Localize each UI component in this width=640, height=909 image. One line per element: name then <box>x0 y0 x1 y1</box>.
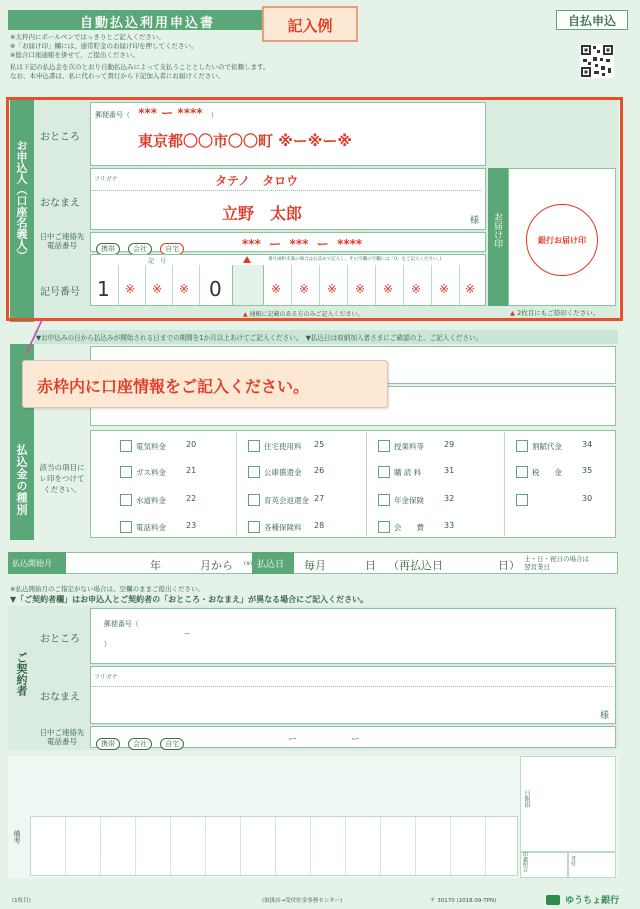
contractor-phone-option-home[interactable]: 自宅 <box>160 738 184 750</box>
check-stamp-label: 印鑑照合 <box>522 852 528 872</box>
kigou-header: 記 号 <box>148 258 167 265</box>
postal-value: *** ー **** <box>138 106 203 120</box>
payment-type-label: 購 読 料 <box>394 468 422 477</box>
bangou-digit: ※ <box>465 282 476 296</box>
payment-type-checkbox[interactable] <box>378 521 390 533</box>
payday-day: 日 <box>365 559 376 572</box>
start-month-sub: (※) <box>244 561 253 567</box>
postal-suffix: ） <box>210 111 218 119</box>
date-stamp-field <box>520 756 616 852</box>
payment-type-checkbox[interactable] <box>120 440 132 452</box>
payment-type-code: 34 <box>582 440 593 449</box>
payment-type-code: 31 <box>444 466 455 475</box>
address-value: 東京都〇〇市〇〇町 ※ー※ー※ <box>138 132 352 150</box>
payment-type-code: 21 <box>186 466 197 475</box>
bangou-digit: ※ <box>299 282 310 296</box>
period-note: ▼お申込みの日から払込みが開始される日までの期間を1か月以上あけてご記入ください。 ▼払込日は収納加入者さまにご確認の上、ご記入ください。 <box>36 334 483 342</box>
contractor-postal-line <box>95 611 251 657</box>
warning-text: 通帳に記載のある方のみご記入ください。 <box>249 311 364 318</box>
contractor-furigana-label: フリガナ <box>94 674 118 681</box>
name-label: おなまえ <box>40 198 80 209</box>
payment-type-checkbox[interactable] <box>248 466 260 478</box>
payment-type-checkbox[interactable] <box>120 521 132 533</box>
repay-label: （再払込日 <box>388 559 443 572</box>
biko-label: 備考 <box>13 830 21 844</box>
biko-column-divider <box>415 817 416 875</box>
contractor-postal-suffix: ） <box>103 640 111 648</box>
callout-text: 赤枠内に口座情報をご記入ください。 <box>37 377 310 396</box>
instruction-line: 該当の項目に <box>39 463 85 472</box>
payment-type-label: 年金保険 <box>394 496 424 505</box>
contractor-sama: 様 <box>600 711 610 721</box>
payment-type-label: 育英会返還金 <box>264 496 309 505</box>
contractor-phone-label <box>34 728 90 746</box>
payment-type-code: 30 <box>582 494 593 503</box>
example-label: 記入例 <box>262 6 358 42</box>
payment-type-side-label: 払込金の種別 <box>15 444 28 516</box>
payment-type-checkbox[interactable] <box>248 440 260 452</box>
contractor-phone-options <box>96 731 187 750</box>
payment-type-checkbox[interactable] <box>120 494 132 506</box>
header-note-5: なお、本申込書は、私に代わって貴行から下記加入者にお届けください。 <box>10 72 225 80</box>
biko-column-divider <box>345 817 346 875</box>
payment-type-label: 授業料等 <box>394 442 424 451</box>
payment-type-checkbox[interactable] <box>378 494 390 506</box>
contractor-phone-label-line-1: 日中ご連絡先 <box>39 728 85 737</box>
biko-column-divider <box>240 817 241 875</box>
payment-type-label: 電気料金 <box>136 442 166 451</box>
account-label: 記号番号 <box>40 287 80 298</box>
postal-prefix: 郵便番号（ <box>95 111 130 119</box>
furigana-value: タテノ タロウ <box>215 174 299 188</box>
header-note-4: 私は下記の払込金を次のとおり自動払込みによって支払うこととしたいので依頼します。 <box>10 63 270 71</box>
bangou-header: 番号(8桁未満の場合は右詰めで記入し、その空欄の空欄には「0」をご記入ください。) <box>268 257 442 262</box>
form-title: 自動払込利用申込書 <box>80 16 216 31</box>
payment-type-label: 各種保険料 <box>264 523 302 532</box>
payment-type-checkbox[interactable] <box>248 494 260 506</box>
instruction-line: ください。 <box>43 485 81 494</box>
payment-type-label: 割賦代金 <box>532 442 562 451</box>
contractor-address-label: おところ <box>40 634 80 645</box>
contractor-phone-option-work[interactable]: 会社 <box>128 738 152 750</box>
phone-value: *** ー *** ー **** <box>242 237 363 251</box>
payment-grid-divider <box>236 432 237 536</box>
payment-type-code: 25 <box>314 440 325 449</box>
reception-label: 受付 <box>570 856 576 866</box>
bangou-digit: ※ <box>383 282 394 296</box>
payment-type-code: 23 <box>186 521 197 530</box>
sama-suffix: 様 <box>470 216 480 226</box>
biko-column-divider <box>485 817 486 875</box>
footer-code: チ 30170 (2018.09-TPN) <box>430 898 497 904</box>
kigou-digit: ※ <box>179 282 190 296</box>
payment-type-checkbox[interactable] <box>378 466 390 478</box>
payment-type-code: 35 <box>582 466 593 475</box>
biko-column-divider <box>380 817 381 875</box>
holiday-line-1: 土・日・祝日の場合は <box>524 555 589 563</box>
furigana-label: フリガナ <box>94 176 118 183</box>
bank-seal-text: 銀行お届け印 <box>538 235 586 245</box>
contract-note-1: ※払込開始月のご指定がない場合は、空欄のままご提出ください。 <box>10 585 204 593</box>
contract-note-2: ▼「ご契約者欄」はお申込人とご契約者の「おところ・おなまえ」が異なる場合にご記入ください。 <box>10 595 369 604</box>
payday-monthly: 毎月 <box>304 559 326 572</box>
footer-center: (取扱店→受付貯金事務センター) <box>262 898 343 904</box>
biko-column-divider <box>135 817 136 875</box>
phone-option-work[interactable]: 会社 <box>128 243 152 255</box>
footer-copy: (1枚目) <box>12 898 31 904</box>
biko-column-divider <box>65 817 66 875</box>
jp-post-icon <box>546 895 560 905</box>
contractor-name-label: おなまえ <box>40 692 80 703</box>
payday-label: 払込日 <box>257 560 285 570</box>
payment-type-checkbox[interactable] <box>516 466 528 478</box>
payment-type-instruction <box>34 462 90 495</box>
payment-type-checkbox[interactable] <box>516 440 528 452</box>
biko-column-divider <box>100 817 101 875</box>
payment-type-code: 33 <box>444 521 455 530</box>
contractor-postal-prefix: 郵便番号（ <box>103 620 139 628</box>
contractor-furigana-divider <box>92 686 612 687</box>
account-info-red-frame <box>6 97 623 321</box>
payment-type-code: 22 <box>186 494 197 503</box>
bangou-digit: ※ <box>327 282 338 296</box>
contractor-name-field[interactable] <box>90 666 616 724</box>
warning-icon: ▲ <box>510 309 515 317</box>
payment-type-code: 20 <box>186 440 197 449</box>
payment-type-checkbox[interactable] <box>248 521 260 533</box>
payment-type-checkbox[interactable] <box>516 494 528 506</box>
warning-icon: ▲ <box>243 311 248 318</box>
payment-type-label: 公庫償還金 <box>264 468 302 477</box>
callout-pointer <box>20 318 50 358</box>
bangou-digit: ※ <box>411 282 422 296</box>
address-label: おところ <box>40 132 80 143</box>
payment-type-label: ガス料金 <box>136 468 166 477</box>
payment-grid-divider <box>366 432 367 536</box>
contractor-side-label: ご契約者 <box>15 652 28 696</box>
start-month-label: 払込開始月 <box>12 559 52 568</box>
payment-type-code: 32 <box>444 494 455 503</box>
kigou-digit: 1 <box>97 277 110 301</box>
biko-field <box>30 816 518 876</box>
kigou-digit: ※ <box>152 282 163 296</box>
contractor-phone-label-line-2: 電話番号 <box>47 737 77 746</box>
biko-column-divider <box>170 817 171 875</box>
phone-label-line-1: 日中ご連絡先 <box>39 232 85 241</box>
payment-type-code: 29 <box>444 440 455 449</box>
seal-note: 2枚目にもご捺印ください。 <box>517 309 600 317</box>
repay-end: 日） <box>498 559 520 572</box>
biko-column-divider <box>205 817 206 875</box>
payment-type-label: 水道料金 <box>136 496 166 505</box>
bangou-digit: ※ <box>271 282 282 296</box>
payment-type-code: 27 <box>314 494 325 503</box>
date-stamp-label: 日附印 <box>523 790 530 808</box>
seal-side-label: お届け印 <box>492 212 502 248</box>
header-note-2: ※「お届け印」欄には、通常貯金のお届け印を押してください。 <box>10 42 198 50</box>
name-value: 立野 太郎 <box>222 204 303 223</box>
payment-type-label: 住宅使用料 <box>264 442 302 451</box>
payment-type-checkbox[interactable] <box>378 440 390 452</box>
header-note-1: ※太枠内にボールペンではっきりとご記入ください。 <box>10 33 165 41</box>
holiday-note <box>524 555 589 571</box>
contractor-phone-option-mobile[interactable]: 携帯 <box>96 738 120 750</box>
kigou-digit: 0 <box>209 277 222 301</box>
biko-column-divider <box>310 817 311 875</box>
phone-option-home[interactable]: 自宅 <box>160 243 184 255</box>
contractor-phone-dashes: ー ー <box>288 735 361 745</box>
payment-grid-divider <box>504 432 505 536</box>
kigou-digit: ※ <box>125 282 136 296</box>
biko-column-divider <box>450 817 451 875</box>
instruction-line: レ印をつけて <box>39 474 85 483</box>
payment-type-code: 28 <box>314 521 325 530</box>
payment-type-label: 税 金 <box>532 468 562 477</box>
biko-column-divider <box>275 817 276 875</box>
start-year: 年 <box>150 559 161 572</box>
contractor-postal-dash: ー <box>183 630 191 638</box>
start-month: 月から <box>200 559 233 572</box>
payment-type-label: 会 費 <box>394 523 424 532</box>
instruction-callout <box>22 360 388 408</box>
phone-label-line-2: 電話番号 <box>47 241 77 250</box>
holiday-line-2: 翌営業日 <box>524 563 550 571</box>
bank-logo <box>546 889 619 908</box>
bangou-digit: ※ <box>439 282 450 296</box>
phone-option-mobile[interactable]: 携帯 <box>96 243 120 255</box>
payment-type-checkbox[interactable] <box>120 466 132 478</box>
bank-name: ゆうちょ銀行 <box>565 896 620 906</box>
payment-type-label: 電話料金 <box>136 523 166 532</box>
corner-label: 自払申込 <box>556 10 628 30</box>
bangou-digit: ※ <box>355 282 366 296</box>
applicant-side-label: お申込人（口座名義人） <box>15 140 28 261</box>
header-note-3: ※総合口座通帳を併せて、ご提出ください。 <box>10 51 139 59</box>
qr-code <box>580 44 614 78</box>
payment-type-code: 26 <box>314 466 325 475</box>
